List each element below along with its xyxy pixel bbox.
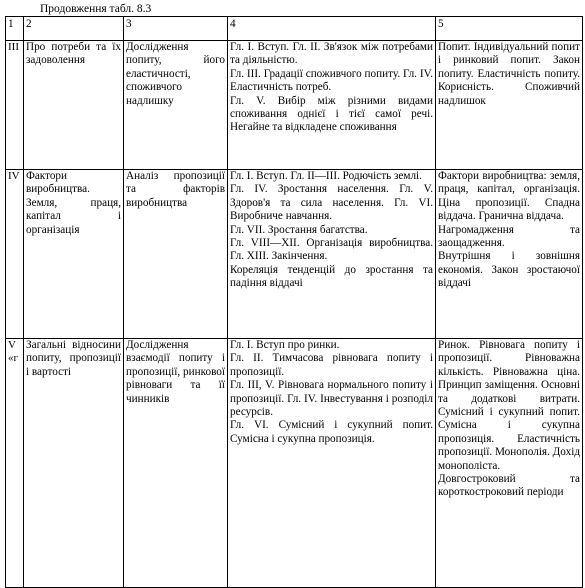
chapter-line: Гл. II. Тимчасова рівновага попиту і пропозиції. <box>230 352 433 378</box>
chapter-line: Гл. III. Градації споживчого попиту. Гл. IV. Еластичність потреб. <box>230 67 433 94</box>
row-number: V «г <box>6 339 24 588</box>
row-chapters <box>228 41 436 170</box>
row-topic: Загальні відносини попиту, пропозиції і вартості <box>24 339 124 588</box>
header-cell-4: 4 <box>228 17 436 41</box>
header-cell-5: 5 <box>436 17 583 41</box>
table-row <box>6 170 583 339</box>
header-cell-1: 1 <box>6 17 24 41</box>
concept-line: Внутрішня і зовнішня економія. Закон зростаючої віддачі <box>438 250 580 290</box>
row-concepts <box>436 170 583 339</box>
row-number: III <box>6 41 24 170</box>
row-research: Аналіз пропозиції та факторів виробництва <box>124 170 228 339</box>
header-cell-2: 2 <box>24 17 124 41</box>
row-number: IV <box>6 170 24 339</box>
row-chapters <box>228 339 436 588</box>
row-chapters <box>228 170 436 339</box>
data-table <box>5 16 583 588</box>
chapter-line: Гл. VI. Сумісний і сукупний попит. Сумісна і сукупна пропозиція. <box>230 419 433 445</box>
row-topic: Фактори виробництва. Земля, праця, капітал і організація <box>24 170 124 339</box>
row-research: Дослідження попиту, його еластичності, споживчого надлишку <box>124 41 228 170</box>
chapter-line: Гл. VIII—XII. Організація виробництва. Гл. XIII. Закінчення. <box>230 237 433 263</box>
row-concepts: Попит. Індивідуальний попит і ринковий попит. Закон попиту. Еластичність попиту. Корисність. Споживчий надлишок <box>436 41 583 170</box>
table-header-row <box>6 17 583 41</box>
concept-line: Нагромадження та заощадження. <box>438 223 580 250</box>
row-concepts: Ринок. Рівновага попиту і пропозиції. Рівноважна кількість. Рівноважна ціна. Принцип заміщення. Основні та додаткові витрати. Сумісний і сукупний попит. Сумісна і сукупна пропозиція. Еластичність пропозиції. Монополія. Дохід монополіста. Довгостроковий та короткостроковий періоди <box>436 339 583 588</box>
table-row <box>6 41 583 170</box>
chapter-line: Кореляція тенденцій до зростання та падіння віддачі <box>230 263 433 290</box>
header-cell-3: 3 <box>124 17 228 41</box>
table-caption: Продовження табл. 8.3 <box>40 3 152 15</box>
chapter-line: Гл. V. Вибір між різними видами споживання однієї і тієї самої речі. Негайне та відкладене споживання <box>230 94 433 134</box>
table-row <box>6 339 583 588</box>
row-research: Дослідження взаємодії попиту і пропозиції, ринкової рівноваги та її чинників <box>124 339 228 588</box>
chapter-line: Гл. VII. Зростання багатства. <box>230 223 368 236</box>
concept-line: Фактори виробництва: земля, праця, капітал, організація. Ціна пропозиції. Спадна віддача. Гранична віддача. <box>438 170 580 223</box>
row-topic: Про потреби та їх задоволення <box>24 41 124 170</box>
chapter-line: Гл. І. Вступ про ринки. <box>230 339 340 351</box>
chapter-line: Гл. III, V. Рівновага нормального попиту і пропозиції. Гл. IV. Інвестування і розподіл ресурсів. <box>230 379 433 419</box>
chapter-line: Гл. І. Вступ. Гл. II—III. Родючість землі. <box>230 170 422 182</box>
chapter-line: Гл. IV. Зростання населення. Гл. V. Здоров'я та сила населення. Гл. VI. Виробниче навчання. <box>230 183 433 223</box>
chapter-line: Гл. І. Вступ. Гл. II. Зв'язок між потребами та діяльністю. <box>230 41 433 67</box>
